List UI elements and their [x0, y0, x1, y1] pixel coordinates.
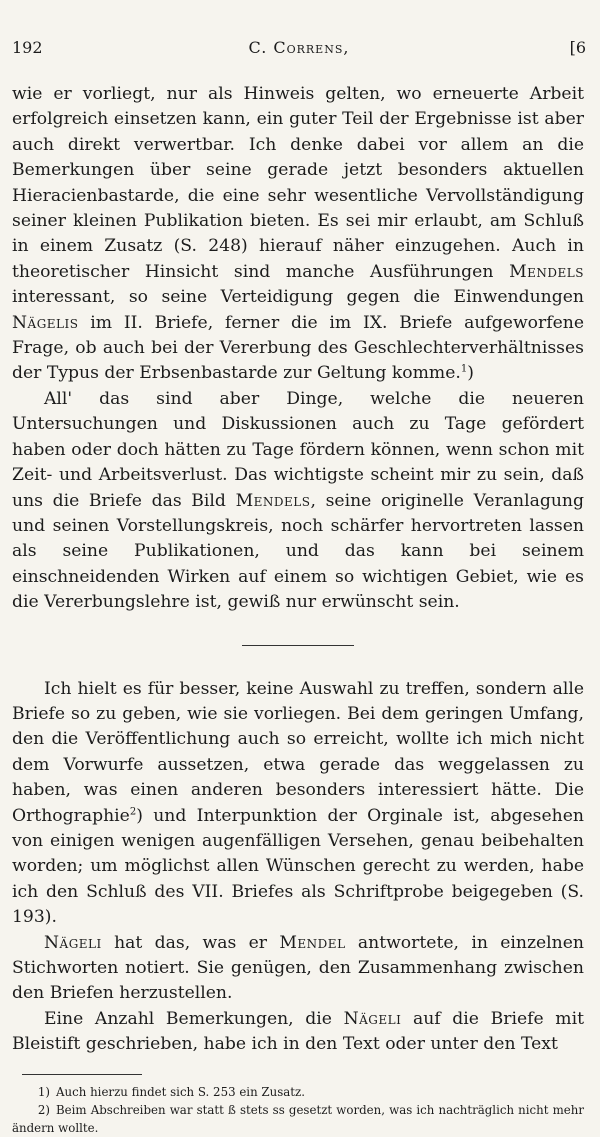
name-naegeli: Nägeli [343, 1008, 402, 1029]
paragraph-3: Ich hielt es für besser, keine Auswahl zu treffen, sondern alle Briefe so zu geben, wie sie vorliegen. Bei dem geringen Umfang, den die Veröffentlichung auch so erreicht, wollte ich mich nicht dem Vorwurfe aussetzen, etwa gerade das weggelassen zu haben, was einen anderen besonders interessiert hätte. Die Orthographie$^2$) und Interpunktion der Orginale ist, abgesehen von einigen wenigen augenfälligen Versehen, genau beibehalten worden; um möglichst allen Wünschen gerecht zu werden, habe ich den Schluß des VII. Briefes als Schriftprobe beigegeben (S. 193). [12, 678, 584, 928]
paragraph-4: Nägeli hat das, was er Mendel antwortete, in einzelnen Stichworten notiert. Sie genügen, den Zusammenhang zwischen den Briefen herzustellen. [12, 932, 584, 1004]
footnote-text: Beim Abschreiben war statt ß stets ss gesetzt worden, was ich nachträglich nicht mehr ändern wollte. [12, 1102, 584, 1135]
footnote-ref-1: 1 [460, 363, 468, 375]
footnote-1 [12, 1083, 584, 1101]
name-mendels: Mendels [235, 490, 311, 511]
footnote-number: 2) [37, 1102, 50, 1117]
running-author: C. Correns, [248, 38, 350, 57]
footnote-text: Auch hierzu findet sich S. 253 ein Zusatz. [56, 1084, 306, 1099]
footnote-2 [12, 1101, 584, 1137]
paragraph-5: Eine Anzahl Bemerkungen, die Nägeli auf die Briefe mit Bleistift geschrieben, habe ich in den Text oder unter den Text [12, 1008, 584, 1055]
footnote-ref-2: 2 [129, 805, 137, 817]
name-naegelis: Nägelis [12, 312, 79, 333]
main-text [12, 82, 584, 1137]
name-mendel: Mendel [279, 932, 346, 953]
paragraph-1: wie er vorliegt, nur als Hinweis gelten, wo erneuerte Arbeit erfolgreich einsetzen kann, ein guter Teil der Ergebnisse ist aber auch direkt verwertbar. Ich denke dabei vor allem an die Bemerkungen über seine gerade jetzt besonders aktuellen Hieracienbastarde, die eine sehr wesentliche Vervollständigung seiner kleinen Publikation bieten. Es sei mir erlaubt, am Schluß in einem Zusatz (S. 248) hierauf näher einzugehen. Auch in theoretischer Hinsicht sind manche Ausführungen Mendels interessant, so seine Verteidigung gegen die Einwendungen Nägelis im II. Briefe, ferner die im IX. Briefe aufgeworfene Frage, ob auch bei der Vererbung des Geschlechterverhältnisses der Typus der Erbsenbastarde zur Geltung komme.$^1$) [12, 84, 584, 384]
page-number: 192 [12, 38, 43, 57]
section-marker: [6 [569, 38, 586, 57]
footnote-number: 1) [37, 1084, 50, 1099]
name-naegeli: Nägeli [44, 932, 102, 953]
paragraph-2: All' das sind aber Dinge, welche die neueren Untersuchungen und Diskussionen auch zu Tage gefördert haben oder doch hätten zu Tage fördern können, wenn schon mit Zeit- und Arbeitsverlust. Das wichtigste scheint mir zu sein, daß uns die Briefe das Bild Mendels, seine originelle Veranlagung und seinen Vorstellungskreis, noch schärfer hervortreten lassen als seine Publikationen, und das kann bei seinem einschneidenden Wirken auf einem so wichtigen Gebiet, wie es die Vererbungslehre ist, gewiß nur erwünscht sein. [12, 388, 584, 613]
running-header [12, 38, 586, 62]
footnote-rule [22, 1074, 142, 1075]
section-divider [242, 645, 354, 646]
name-mendels: Mendels [509, 261, 584, 282]
